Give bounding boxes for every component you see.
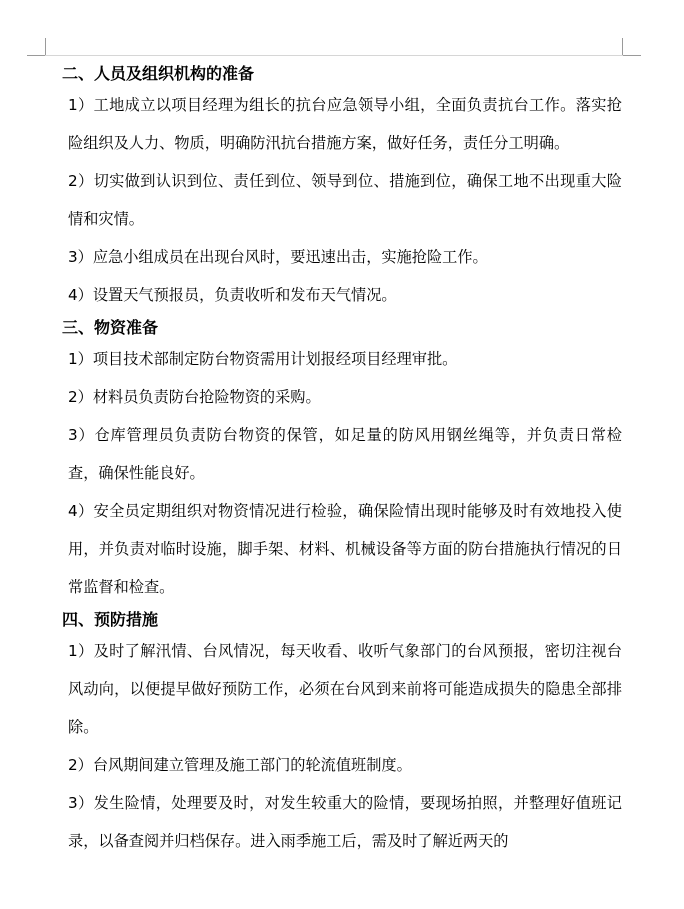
paragraph: 1）工地成立以项目经理为组长的抗台应急领导小组，全面负责抗台工作。落实抢险组织及人力、物质，明确防汛抗台措施方案，做好任务，责任分工明确。 xyxy=(68,96,622,152)
section-prevention xyxy=(62,606,622,860)
crop-mark-left-horizontal xyxy=(27,55,46,56)
paragraph: 1）及时了解汛情、台风情况，每天收看、收听气象部门的台风预报，密切注视台风动向，以便提早做好预防工作，必须在台风到来前将可能造成损失的隐患全部排除。 xyxy=(68,642,622,736)
section-heading: 四、预防措施 xyxy=(62,610,159,629)
crop-mark-right-vertical xyxy=(622,38,623,56)
paragraph: 2）切实做到认识到位、责任到位、领导到位、措施到位，确保工地不出现重大险情和灾情。 xyxy=(68,172,622,228)
paragraph: 1）项目技术部制定防台物资需用计划报经项目经理审批。 xyxy=(68,350,458,368)
paragraph: 4）安全员定期组织对物资情况进行检验，确保险情出现时能够及时有效地投入使用，并负责对临时设施，脚手架、材料、机械设备等方面的防台措施执行情况的日常监督和检查。 xyxy=(68,502,622,596)
section-personnel xyxy=(62,60,622,314)
paragraph: 3）仓库管理员负责防台物资的保管，如足量的防风用钢丝绳等，并负责日常检查，确保性能良好。 xyxy=(68,426,622,482)
section-heading: 二、人员及组织机构的准备 xyxy=(62,64,255,83)
document-body[interactable] xyxy=(62,60,622,860)
crop-mark-right-horizontal xyxy=(622,55,641,56)
section-materials xyxy=(62,314,622,606)
page-top-margin-line xyxy=(45,55,623,56)
paragraph: 2）材料员负责防台抢险物资的采购。 xyxy=(68,388,321,406)
paragraph: 3）应急小组成员在出现台风时，要迅速出击，实施抢险工作。 xyxy=(68,248,488,266)
section-heading: 三、物资准备 xyxy=(62,318,159,337)
crop-mark-left-vertical xyxy=(45,38,46,56)
paragraph: 4）设置天气预报员，负责收听和发布天气情况。 xyxy=(68,286,397,304)
paragraph: 2）台风期间建立管理及施工部门的轮流值班制度。 xyxy=(68,756,412,774)
paragraph: 3）发生险情，处理要及时，对发生较重大的险情，要现场拍照，并整理好值班记录，以备查阅并归档保存。进入雨季施工后，需及时了解近两天的 xyxy=(68,794,622,850)
